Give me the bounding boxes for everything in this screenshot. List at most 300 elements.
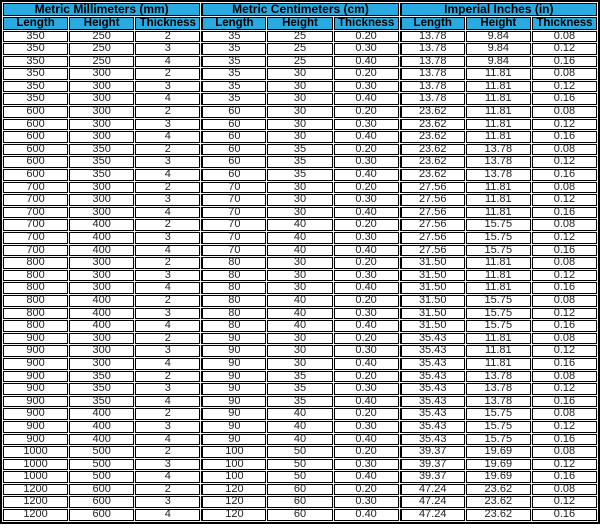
table-cell: 3 <box>135 421 200 433</box>
table-cell: 400 <box>69 219 134 231</box>
table-cell: 30 <box>267 194 332 206</box>
table-cell: 30 <box>267 345 332 357</box>
table-cell: 15.75 <box>466 295 531 307</box>
table-cell: 2 <box>135 484 200 496</box>
table-cell: 0.40 <box>334 434 399 446</box>
table-cell: 23.62 <box>466 484 531 496</box>
table-cell: 23.62 <box>400 144 465 156</box>
table-cell: 800 <box>3 308 68 320</box>
table-cell: 0.12 <box>532 119 597 131</box>
group-header-imperial-inches: Imperial Inches (in) <box>400 3 597 16</box>
table-row <box>3 459 597 471</box>
table-cell: 90 <box>201 396 266 408</box>
table-cell: 0.16 <box>532 396 597 408</box>
table-cell: 900 <box>3 434 68 446</box>
table-cell: 350 <box>3 56 68 68</box>
table-cell: 500 <box>69 471 134 483</box>
table-row <box>3 408 597 420</box>
table-cell: 900 <box>3 383 68 395</box>
table-cell: 11.81 <box>466 282 531 294</box>
table-cell: 350 <box>3 31 68 43</box>
table-cell: 0.40 <box>334 93 399 105</box>
table-cell: 2 <box>135 408 200 420</box>
group-header-metric-millimeters: Metric Millimeters (mm) <box>3 3 200 16</box>
table-cell: 400 <box>69 232 134 244</box>
table-cell: 3 <box>135 496 200 508</box>
table-cell: 80 <box>201 308 266 320</box>
table-cell: 27.56 <box>400 219 465 231</box>
table-cell: 60 <box>267 509 332 521</box>
table-cell: 0.40 <box>334 282 399 294</box>
table-cell: 0.20 <box>334 408 399 420</box>
table-cell: 3 <box>135 81 200 93</box>
table-cell: 35 <box>201 81 266 93</box>
table-cell: 35.43 <box>400 371 465 383</box>
table-cell: 100 <box>201 459 266 471</box>
table-cell: 90 <box>201 345 266 357</box>
table-cell: 4 <box>135 169 200 181</box>
table-cell: 60 <box>201 144 266 156</box>
table-cell: 600 <box>3 119 68 131</box>
table-cell: 1000 <box>3 459 68 471</box>
table-cell: 300 <box>69 333 134 345</box>
table-cell: 0.30 <box>334 156 399 168</box>
table-cell: 30 <box>267 257 332 269</box>
table-cell: 300 <box>69 131 134 143</box>
table-cell: 0.12 <box>532 383 597 395</box>
table-row <box>3 232 597 244</box>
table-cell: 4 <box>135 471 200 483</box>
table-cell: 11.81 <box>466 257 531 269</box>
table-row <box>3 182 597 194</box>
table-cell: 15.75 <box>466 408 531 420</box>
table-row <box>3 509 597 521</box>
table-cell: 27.56 <box>400 245 465 257</box>
table-cell: 700 <box>3 219 68 231</box>
table-cell: 11.81 <box>466 333 531 345</box>
table-cell: 1200 <box>3 496 68 508</box>
column-header-row <box>3 17 597 30</box>
table-cell: 35.43 <box>400 345 465 357</box>
table-cell: 11.81 <box>466 270 531 282</box>
table-cell: 0.16 <box>532 56 597 68</box>
table-row <box>3 219 597 231</box>
table-row <box>3 371 597 383</box>
table-cell: 9.84 <box>466 31 531 43</box>
table-cell: 0.20 <box>334 371 399 383</box>
col-header-mm-length: Length <box>3 17 68 30</box>
table-row <box>3 446 597 458</box>
table-cell: 0.20 <box>334 106 399 118</box>
table-cell: 300 <box>69 93 134 105</box>
table-cell: 700 <box>3 182 68 194</box>
table-cell: 0.30 <box>334 194 399 206</box>
table-row <box>3 68 597 80</box>
table-cell: 70 <box>201 232 266 244</box>
table-cell: 350 <box>69 383 134 395</box>
table-cell: 4 <box>135 282 200 294</box>
table-cell: 23.62 <box>400 106 465 118</box>
table-cell: 50 <box>267 471 332 483</box>
table-cell: 0.30 <box>334 43 399 55</box>
table-cell: 60 <box>201 169 266 181</box>
table-cell: 3 <box>135 345 200 357</box>
table-cell: 4 <box>135 396 200 408</box>
table-cell: 90 <box>201 421 266 433</box>
group-header-metric-centimeters: Metric Centimeters (cm) <box>201 3 398 16</box>
table-cell: 3 <box>135 43 200 55</box>
table-cell: 70 <box>201 194 266 206</box>
table-cell: 4 <box>135 320 200 332</box>
table-cell: 700 <box>3 207 68 219</box>
table-cell: 70 <box>201 219 266 231</box>
table-cell: 3 <box>135 270 200 282</box>
table-cell: 0.16 <box>532 169 597 181</box>
table-cell: 900 <box>3 358 68 370</box>
table-cell: 0.16 <box>532 358 597 370</box>
table-cell: 0.30 <box>334 308 399 320</box>
table-cell: 0.40 <box>334 358 399 370</box>
table-cell: 80 <box>201 270 266 282</box>
table-cell: 3 <box>135 194 200 206</box>
table-cell: 2 <box>135 333 200 345</box>
table-body <box>3 31 597 521</box>
table-cell: 13.78 <box>466 169 531 181</box>
table-cell: 30 <box>267 282 332 294</box>
table-cell: 0.08 <box>532 219 597 231</box>
table-cell: 600 <box>69 484 134 496</box>
table-row <box>3 131 597 143</box>
table-row <box>3 421 597 433</box>
table-cell: 40 <box>267 245 332 257</box>
table-row <box>3 56 597 68</box>
table-cell: 300 <box>69 106 134 118</box>
table-cell: 0.08 <box>532 144 597 156</box>
table-cell: 11.81 <box>466 131 531 143</box>
table-cell: 0.30 <box>334 81 399 93</box>
table-cell: 300 <box>69 358 134 370</box>
table-cell: 0.16 <box>532 207 597 219</box>
table-cell: 30 <box>267 207 332 219</box>
table-cell: 0.08 <box>532 106 597 118</box>
table-cell: 90 <box>201 434 266 446</box>
table-cell: 400 <box>69 408 134 420</box>
table-cell: 30 <box>267 119 332 131</box>
table-cell: 0.12 <box>532 345 597 357</box>
table-cell: 600 <box>3 106 68 118</box>
table-row <box>3 119 597 131</box>
table-cell: 0.12 <box>532 496 597 508</box>
table-cell: 300 <box>69 81 134 93</box>
table-cell: 35 <box>201 56 266 68</box>
col-header-cm-length: Length <box>201 17 266 30</box>
table-cell: 350 <box>3 93 68 105</box>
table-cell: 13.78 <box>400 81 465 93</box>
table-cell: 0.20 <box>334 68 399 80</box>
table-cell: 800 <box>3 282 68 294</box>
table-cell: 39.37 <box>400 459 465 471</box>
table-cell: 0.20 <box>334 446 399 458</box>
table-cell: 0.20 <box>334 31 399 43</box>
table-cell: 3 <box>135 383 200 395</box>
table-cell: 100 <box>201 446 266 458</box>
table-cell: 0.12 <box>532 270 597 282</box>
table-row <box>3 471 597 483</box>
group-header-row <box>3 3 597 16</box>
table-cell: 600 <box>3 131 68 143</box>
table-cell: 25 <box>267 31 332 43</box>
table-cell: 0.20 <box>334 295 399 307</box>
table-cell: 11.81 <box>466 345 531 357</box>
col-header-in-height: Height <box>466 17 531 30</box>
table-cell: 31.50 <box>400 257 465 269</box>
table-cell: 350 <box>69 144 134 156</box>
table-cell: 13.78 <box>400 31 465 43</box>
table-cell: 23.62 <box>466 496 531 508</box>
table-cell: 250 <box>69 56 134 68</box>
table-cell: 27.56 <box>400 232 465 244</box>
table-cell: 800 <box>3 295 68 307</box>
table-cell: 0.12 <box>532 232 597 244</box>
table-cell: 11.81 <box>466 106 531 118</box>
table-cell: 35 <box>267 383 332 395</box>
table-cell: 2 <box>135 144 200 156</box>
table-cell: 40 <box>267 320 332 332</box>
table-cell: 13.78 <box>400 43 465 55</box>
table-cell: 60 <box>267 496 332 508</box>
col-header-in-thickness: Thickness <box>532 17 597 30</box>
table-cell: 0.20 <box>334 333 399 345</box>
table-row <box>3 245 597 257</box>
table-cell: 31.50 <box>400 320 465 332</box>
table-cell: 0.30 <box>334 345 399 357</box>
table-cell: 13.78 <box>466 396 531 408</box>
table-cell: 400 <box>69 295 134 307</box>
table-cell: 9.84 <box>466 56 531 68</box>
table-cell: 120 <box>201 509 266 521</box>
table-cell: 35 <box>267 156 332 168</box>
table-cell: 47.24 <box>400 484 465 496</box>
table-row <box>3 144 597 156</box>
table-cell: 2 <box>135 219 200 231</box>
table-cell: 700 <box>3 232 68 244</box>
table-cell: 23.62 <box>400 156 465 168</box>
table-row <box>3 383 597 395</box>
table-cell: 350 <box>69 371 134 383</box>
table-cell: 11.81 <box>466 68 531 80</box>
table-cell: 500 <box>69 459 134 471</box>
table-cell: 30 <box>267 68 332 80</box>
table-cell: 0.16 <box>532 93 597 105</box>
table-cell: 1200 <box>3 484 68 496</box>
table-cell: 3 <box>135 119 200 131</box>
table-cell: 0.30 <box>334 459 399 471</box>
table-cell: 4 <box>135 358 200 370</box>
table-cell: 11.81 <box>466 119 531 131</box>
table-cell: 900 <box>3 421 68 433</box>
table-cell: 1000 <box>3 446 68 458</box>
table-cell: 13.78 <box>400 93 465 105</box>
table-cell: 13.78 <box>466 156 531 168</box>
table-cell: 30 <box>267 131 332 143</box>
table-row <box>3 106 597 118</box>
table-cell: 600 <box>3 169 68 181</box>
table-cell: 0.16 <box>532 471 597 483</box>
table-cell: 300 <box>69 345 134 357</box>
table-cell: 90 <box>201 383 266 395</box>
table-cell: 900 <box>3 396 68 408</box>
table-cell: 40 <box>267 232 332 244</box>
table-row <box>3 358 597 370</box>
table-cell: 0.08 <box>532 68 597 80</box>
table-cell: 13.78 <box>400 68 465 80</box>
table-row <box>3 207 597 219</box>
table-cell: 27.56 <box>400 194 465 206</box>
table-cell: 47.24 <box>400 496 465 508</box>
table-cell: 4 <box>135 509 200 521</box>
col-header-in-length: Length <box>400 17 465 30</box>
table-cell: 120 <box>201 484 266 496</box>
table-row <box>3 31 597 43</box>
table-row <box>3 295 597 307</box>
table-cell: 0.08 <box>532 446 597 458</box>
table-cell: 350 <box>69 169 134 181</box>
table-row <box>3 434 597 446</box>
table-cell: 47.24 <box>400 509 465 521</box>
table-cell: 15.75 <box>466 245 531 257</box>
table-cell: 35 <box>201 93 266 105</box>
table-cell: 80 <box>201 257 266 269</box>
table-cell: 27.56 <box>400 182 465 194</box>
table-cell: 0.40 <box>334 56 399 68</box>
table-cell: 11.81 <box>466 207 531 219</box>
table-row <box>3 156 597 168</box>
table-cell: 350 <box>3 81 68 93</box>
table-cell: 30 <box>267 106 332 118</box>
table-cell: 25 <box>267 56 332 68</box>
table-cell: 0.08 <box>532 408 597 420</box>
table-cell: 0.20 <box>334 182 399 194</box>
table-cell: 0.40 <box>334 509 399 521</box>
table-cell: 0.08 <box>532 371 597 383</box>
table-cell: 23.62 <box>400 119 465 131</box>
table-cell: 19.69 <box>466 459 531 471</box>
table-cell: 0.20 <box>334 144 399 156</box>
table-cell: 30 <box>267 93 332 105</box>
table-cell: 90 <box>201 371 266 383</box>
table-cell: 35 <box>267 371 332 383</box>
table-cell: 35.43 <box>400 333 465 345</box>
table-cell: 0.08 <box>532 333 597 345</box>
table-cell: 15.75 <box>466 308 531 320</box>
table-cell: 39.37 <box>400 446 465 458</box>
table-cell: 300 <box>69 182 134 194</box>
table-cell: 900 <box>3 345 68 357</box>
table-cell: 400 <box>69 434 134 446</box>
table-cell: 0.12 <box>532 81 597 93</box>
table-cell: 0.30 <box>334 270 399 282</box>
table-cell: 70 <box>201 245 266 257</box>
table-cell: 11.81 <box>466 182 531 194</box>
table-row <box>3 320 597 332</box>
table-row <box>3 345 597 357</box>
table-cell: 30 <box>267 333 332 345</box>
table-cell: 600 <box>69 496 134 508</box>
table-cell: 350 <box>3 43 68 55</box>
table-cell: 35 <box>201 43 266 55</box>
table-cell: 800 <box>3 320 68 332</box>
table-cell: 4 <box>135 245 200 257</box>
table-cell: 15.75 <box>466 434 531 446</box>
table-cell: 900 <box>3 371 68 383</box>
table-cell: 31.50 <box>400 282 465 294</box>
table-cell: 0.30 <box>334 496 399 508</box>
col-header-cm-thickness: Thickness <box>334 17 399 30</box>
table-cell: 23.62 <box>400 131 465 143</box>
table-cell: 100 <box>201 471 266 483</box>
table-cell: 800 <box>3 270 68 282</box>
table-cell: 0.08 <box>532 295 597 307</box>
table-cell: 0.16 <box>532 509 597 521</box>
table-cell: 60 <box>201 119 266 131</box>
table-cell: 90 <box>201 358 266 370</box>
table-row <box>3 396 597 408</box>
table-cell: 900 <box>3 333 68 345</box>
table-cell: 30 <box>267 358 332 370</box>
table-cell: 27.56 <box>400 207 465 219</box>
table-cell: 300 <box>69 119 134 131</box>
table-cell: 40 <box>267 295 332 307</box>
table-cell: 300 <box>69 68 134 80</box>
table-cell: 23.62 <box>400 169 465 181</box>
table-cell: 600 <box>3 156 68 168</box>
table-cell: 120 <box>201 496 266 508</box>
table-cell: 9.84 <box>466 43 531 55</box>
table-cell: 0.30 <box>334 383 399 395</box>
table-cell: 0.30 <box>334 119 399 131</box>
table-cell: 0.40 <box>334 207 399 219</box>
table-cell: 700 <box>3 245 68 257</box>
table-cell: 2 <box>135 68 200 80</box>
table-cell: 11.81 <box>466 194 531 206</box>
table-cell: 350 <box>69 156 134 168</box>
table-cell: 31.50 <box>400 270 465 282</box>
table-cell: 350 <box>69 396 134 408</box>
table-cell: 500 <box>69 446 134 458</box>
table-cell: 25 <box>267 43 332 55</box>
table-cell: 31.50 <box>400 308 465 320</box>
table-row <box>3 169 597 181</box>
table-cell: 11.81 <box>466 358 531 370</box>
table-cell: 35 <box>201 68 266 80</box>
table-cell: 400 <box>69 320 134 332</box>
table-cell: 300 <box>69 257 134 269</box>
table-cell: 40 <box>267 408 332 420</box>
table-cell: 3 <box>135 459 200 471</box>
table-cell: 0.12 <box>532 194 597 206</box>
table-cell: 0.40 <box>334 396 399 408</box>
table-cell: 90 <box>201 408 266 420</box>
col-header-mm-height: Height <box>69 17 134 30</box>
table-cell: 35 <box>267 144 332 156</box>
table-cell: 700 <box>3 194 68 206</box>
table-cell: 50 <box>267 446 332 458</box>
col-header-cm-height: Height <box>267 17 332 30</box>
table-cell: 0.16 <box>532 434 597 446</box>
table-cell: 40 <box>267 308 332 320</box>
table-cell: 40 <box>267 421 332 433</box>
table-cell: 35 <box>267 396 332 408</box>
